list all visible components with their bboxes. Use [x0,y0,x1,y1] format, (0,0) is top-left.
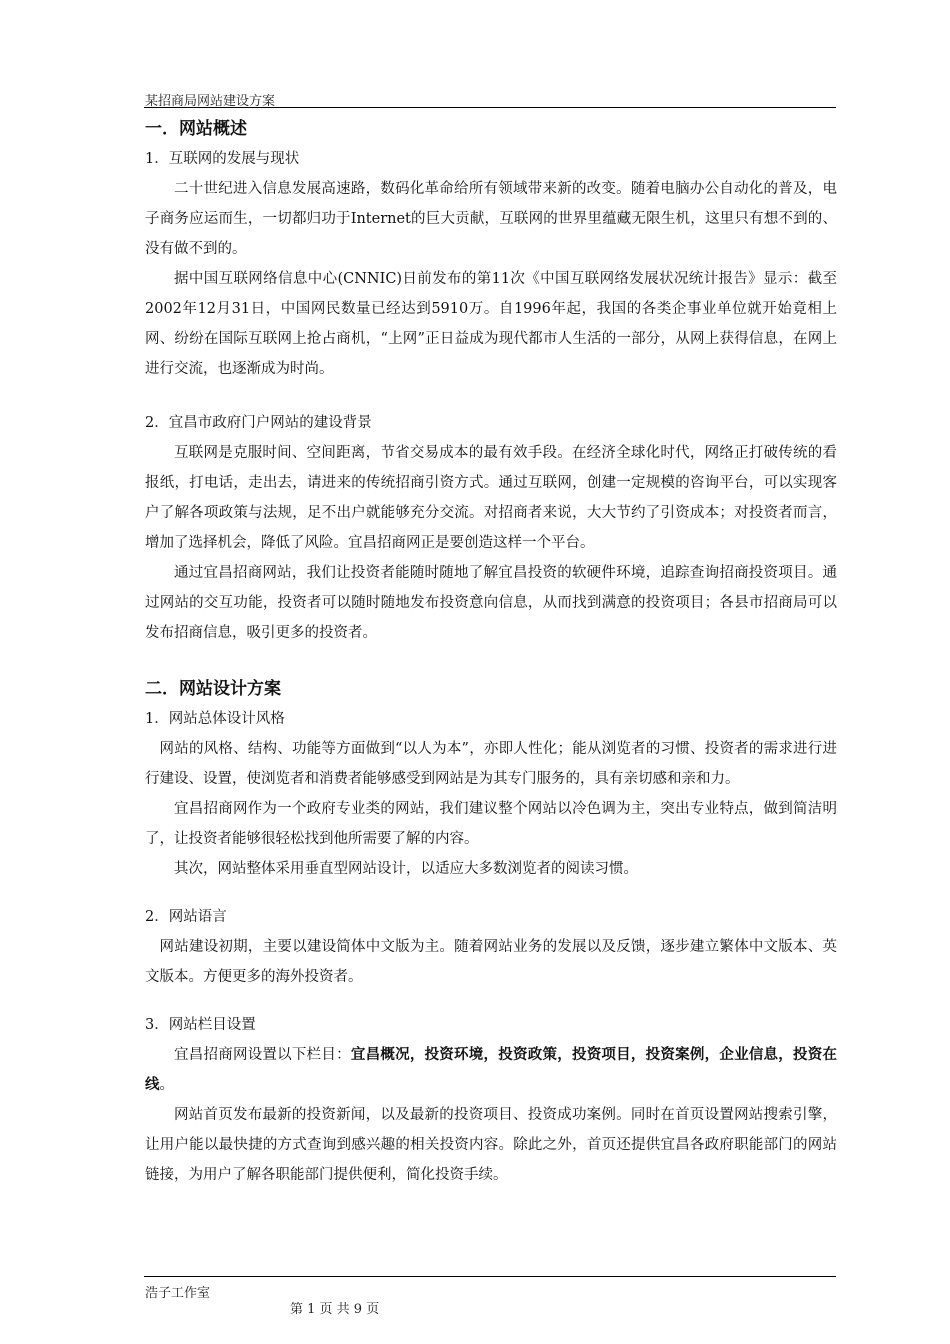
paragraph-prefix: 宜昌招商网设置以下栏目： [174,1047,351,1063]
column-list-bold: 宜昌概况，投资环境，投资政策，投资项目，投资案例，企业信息，投资在线 [145,1046,838,1093]
section-heading: 二．网站设计方案 [145,679,281,699]
subsection-heading: 2．网站语言 [145,909,227,925]
document-body [145,112,837,1190]
subsection-heading: 1．互联网的发展与现状 [145,151,300,167]
paragraph-suffix: 。 [159,1077,174,1093]
footer-studio: 浩子工作室 [145,1286,211,1301]
paragraph: 其次，网站整体采用垂直型网站设计，以适应大多数浏览者的阅读习惯。 [174,861,638,877]
subsection-heading: 2．宜昌市政府门户网站的建设背景 [145,415,372,431]
paragraph: 网站首页发布最新的投资新闻，以及最新的投资项目、投资成功案例。同时在首页设置网站搜索引擎，让用户能以最快捷的方式查询到感兴趣的相关投资内容。除此之外，首页还提供宜昌各政府职能部门的网站链接，为用户了解各职能部门提供便利，简化投资手续。 [145,1107,837,1183]
section-heading: 一．网站概述 [145,119,247,139]
paragraph: 据中国互联网络信息中心(CNNIC)日前发布的第11次《中国互联网络发展状况统计报告》显示：截至2002年12月31日，中国网民数量已经达到5910万。自1996年起，我国的各类企事业单位就开始竟相上网、纷纷在国际互联网上抢占商机，“上网”正日益成为现代都市人生活的一部分，从网上获得信息，在网上进行交流，也逐渐成为时尚。 [145,271,837,377]
page-header-title: 某招商局网站建设方案 [145,94,276,109]
footer-page-number: 第 1 页 共 9 页 [290,1302,380,1317]
paragraph: 二十世纪进入信息发展高速路，数码化革命给所有领域带来新的改变。随着电脑办公自动化的普及，电子商务应运而生，一切都归功于Internet的巨大贡献，互联网的世界里蕴藏无限生机，这里只有想不到的、没有做不到的。 [145,181,837,257]
paragraph: 通过宜昌招商网站，我们让投资者能随时随地了解宜昌投资的软硬件环境，追踪查询招商投资项目。通过网站的交互功能，投资者可以随时随地发布投资意向信息，从而找到满意的投资项目；各县市招商局可以发布招商信息，吸引更多的投资者。 [145,565,837,641]
paragraph-column-list [145,1040,837,1100]
header-divider [144,107,836,108]
paragraph: 网站的风格、结构、功能等方面做到“以人为本”，亦即人性化；能从浏览者的习惯、投资者的需求进行进行建设、设置，使浏览者和消费者能够感受到网站是为其专门服务的，具有亲切感和亲和力。 [145,741,837,787]
paragraph: 网站建设初期，主要以建设简体中文版为主。随着网站业务的发展以及反馈，逐步建立繁体中文版本、英文版本。方便更多的海外投资者。 [145,939,837,985]
paragraph: 互联网是克服时间、空间距离，节省交易成本的最有效手段。在经济全球化时代，网络正打破传统的看报纸，打电话，走出去，请进来的传统招商引资方式。通过互联网，创建一定规模的咨询平台，可以实现客户了解各项政策与法规，足不出户就能够充分交流。对招商者来说，大大节约了引资成本；对投资者而言，增加了选择机会，降低了风险。宜昌招商网正是要创造这样一个平台。 [145,445,837,551]
footer-divider [144,1276,836,1277]
subsection-heading: 1．网站总体设计风格 [145,711,285,727]
subsection-heading: 3．网站栏目设置 [145,1017,256,1033]
paragraph: 宜昌招商网作为一个政府专业类的网站，我们建议整个网站以冷色调为主，突出专业特点，做到简洁明了，让投资者能够很轻松找到他所需要了解的内容。 [145,801,837,847]
